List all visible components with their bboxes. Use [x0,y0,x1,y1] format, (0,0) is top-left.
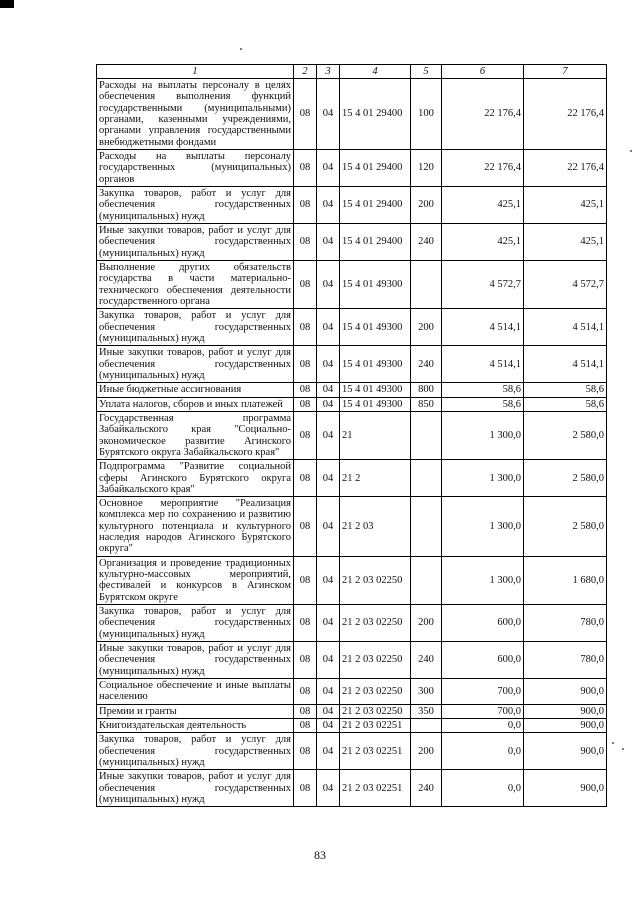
table-row [97,719,607,733]
subsection-code-cell: 04 [317,556,340,604]
amount-col6-cell: 0,0 [442,770,524,807]
amount-col7-cell: 900,0 [524,719,607,733]
amount-col7-cell: 780,0 [524,605,607,642]
expense-type-cell: 200 [411,186,442,223]
amount-col6-cell: 1 300,0 [442,497,524,557]
column-header: 6 [442,65,524,79]
amount-col7-cell: 4 572,7 [524,260,607,308]
section-code-cell: 08 [294,770,317,807]
expense-type-cell [411,260,442,308]
section-code-cell: 08 [294,397,317,411]
table-header-row [97,65,607,79]
expense-type-cell [411,719,442,733]
page-number: 83 [314,848,326,862]
table-row [97,79,607,150]
section-code-cell: 08 [294,605,317,642]
amount-col6-cell: 4 514,1 [442,346,524,383]
target-article-cell: 21 2 03 02250 [340,605,411,642]
subsection-code-cell: 04 [317,346,340,383]
amount-col7-cell: 780,0 [524,642,607,679]
expense-type-cell [411,460,442,497]
amount-col6-cell: 0,0 [442,733,524,770]
amount-col7-cell: 4 514,1 [524,346,607,383]
amount-col7-cell: 58,6 [524,383,607,397]
section-code-cell: 08 [294,460,317,497]
expense-name-cell: Иные закупки товаров, работ и услуг для обеспечения государственных (муниципальных) нужд [97,346,294,383]
subsection-code-cell: 04 [317,411,340,459]
expense-name-cell: Организация и проведение традиционных культурно-массовых мероприятий, фестивалей и конкурсов в Агинском Бурятском округе [97,556,294,604]
scan-speck [240,48,242,50]
table-row [97,149,607,186]
amount-col6-cell: 58,6 [442,383,524,397]
expense-name-cell: Выполнение других обязательств государства в части материально-технического обеспечения деятельности государственного органа [97,260,294,308]
target-article-cell: 15 4 01 49300 [340,397,411,411]
amount-col6-cell: 425,1 [442,186,524,223]
table-row [97,733,607,770]
subsection-code-cell: 04 [317,383,340,397]
section-code-cell: 08 [294,719,317,733]
amount-col7-cell: 22 176,4 [524,79,607,150]
expense-type-cell: 240 [411,770,442,807]
expense-type-cell: 350 [411,704,442,718]
table-row [97,605,607,642]
target-article-cell: 21 2 [340,460,411,497]
amount-col7-cell: 900,0 [524,770,607,807]
amount-col6-cell: 0,0 [442,719,524,733]
subsection-code-cell: 04 [317,309,340,346]
expense-name-cell: Иные закупки товаров, работ и услуг для обеспечения государственных (муниципальных) нужд [97,770,294,807]
table-row [97,223,607,260]
section-code-cell: 08 [294,223,317,260]
expense-name-cell: Основное мероприятие "Реализация комплекса мер по сохранению и развитию культурного потенциала и культурного наследия народов Агинского Бурятского округа" [97,497,294,557]
scan-corner-mark [0,0,14,8]
column-header: 7 [524,65,607,79]
amount-col6-cell: 700,0 [442,679,524,705]
target-article-cell: 21 2 03 02251 [340,770,411,807]
section-code-cell: 08 [294,79,317,150]
subsection-code-cell: 04 [317,397,340,411]
subsection-code-cell: 04 [317,770,340,807]
amount-col6-cell: 22 176,4 [442,79,524,150]
subsection-code-cell: 04 [317,719,340,733]
subsection-code-cell: 04 [317,149,340,186]
amount-col7-cell: 4 514,1 [524,309,607,346]
section-code-cell: 08 [294,704,317,718]
scan-speck [630,150,632,152]
column-header: 3 [317,65,340,79]
expense-name-cell: Государственная программа Забайкальского края "Социально-экономическое развитие Агинского Бурятского округа Забайкальского края" [97,411,294,459]
expense-name-cell: Иные бюджетные ассигнования [97,383,294,397]
table-row [97,411,607,459]
target-article-cell: 21 2 03 [340,497,411,557]
section-code-cell: 08 [294,679,317,705]
target-article-cell: 21 [340,411,411,459]
subsection-code-cell: 04 [317,497,340,557]
target-article-cell: 15 4 01 29400 [340,149,411,186]
expense-name-cell: Иные закупки товаров, работ и услуг для обеспечения государственных (муниципальных) нужд [97,642,294,679]
section-code-cell: 08 [294,733,317,770]
amount-col7-cell: 1 680,0 [524,556,607,604]
expense-name-cell: Уплата налогов, сборов и иных платежей [97,397,294,411]
subsection-code-cell: 04 [317,605,340,642]
amount-col6-cell: 1 300,0 [442,556,524,604]
subsection-code-cell: 04 [317,642,340,679]
subsection-code-cell: 04 [317,79,340,150]
expense-name-cell: Закупка товаров, работ и услуг для обеспечения государственных (муниципальных) нужд [97,733,294,770]
expense-name-cell: Подпрограмма "Развитие социальной сферы Агинского Бурятского округа Забайкальского края" [97,460,294,497]
target-article-cell: 15 4 01 49300 [340,383,411,397]
expense-type-cell: 120 [411,149,442,186]
target-article-cell: 15 4 01 29400 [340,79,411,150]
expense-name-cell: Расходы на выплаты персоналу государственных (муниципальных) органов [97,149,294,186]
table-row [97,556,607,604]
subsection-code-cell: 04 [317,733,340,770]
expense-name-cell: Премии и гранты [97,704,294,718]
expense-name-cell: Закупка товаров, работ и услуг для обеспечения государственных (муниципальных) нужд [97,605,294,642]
expense-type-cell: 850 [411,397,442,411]
table-row [97,770,607,807]
amount-col6-cell: 700,0 [442,704,524,718]
target-article-cell: 21 2 03 02250 [340,679,411,705]
amount-col7-cell: 425,1 [524,223,607,260]
expense-type-cell: 240 [411,642,442,679]
table-row [97,497,607,557]
amount-col7-cell: 425,1 [524,186,607,223]
subsection-code-cell: 04 [317,704,340,718]
scan-speck [622,748,624,750]
expense-name-cell: Закупка товаров, работ и услуг для обеспечения государственных (муниципальных) нужд [97,186,294,223]
expense-type-cell: 200 [411,733,442,770]
section-code-cell: 08 [294,309,317,346]
expense-type-cell: 240 [411,346,442,383]
section-code-cell: 08 [294,149,317,186]
expense-name-cell: Иные закупки товаров, работ и услуг для обеспечения государственных (муниципальных) нужд [97,223,294,260]
table-row [97,397,607,411]
table-row [97,260,607,308]
amount-col6-cell: 425,1 [442,223,524,260]
table-row [97,642,607,679]
subsection-code-cell: 04 [317,460,340,497]
subsection-code-cell: 04 [317,260,340,308]
amount-col7-cell: 900,0 [524,704,607,718]
section-code-cell: 08 [294,260,317,308]
column-header: 1 [97,65,294,79]
expense-type-cell: 800 [411,383,442,397]
expense-type-cell [411,411,442,459]
expense-type-cell [411,556,442,604]
amount-col7-cell: 2 580,0 [524,460,607,497]
table-row [97,704,607,718]
subsection-code-cell: 04 [317,223,340,260]
amount-col6-cell: 1 300,0 [442,460,524,497]
subsection-code-cell: 04 [317,679,340,705]
target-article-cell: 15 4 01 29400 [340,223,411,260]
table-row [97,346,607,383]
expense-type-cell [411,497,442,557]
section-code-cell: 08 [294,411,317,459]
amount-col7-cell: 2 580,0 [524,497,607,557]
expense-type-cell: 200 [411,605,442,642]
target-article-cell: 15 4 01 29400 [340,186,411,223]
amount-col7-cell: 58,6 [524,397,607,411]
expense-name-cell: Социальное обеспечение и иные выплаты населению [97,679,294,705]
column-header: 2 [294,65,317,79]
expense-type-cell: 300 [411,679,442,705]
target-article-cell: 21 2 03 02251 [340,719,411,733]
target-article-cell: 21 2 03 02250 [340,556,411,604]
budget-table [96,64,607,807]
expense-type-cell: 200 [411,309,442,346]
table-row [97,309,607,346]
column-header: 5 [411,65,442,79]
amount-col6-cell: 600,0 [442,605,524,642]
table-row [97,186,607,223]
amount-col6-cell: 4 572,7 [442,260,524,308]
section-code-cell: 08 [294,346,317,383]
table-row [97,679,607,705]
expense-name-cell: Книгоиздательская деятельность [97,719,294,733]
expense-name-cell: Расходы на выплаты персоналу в целях обеспечения выполнения функций государственными (муниципальными) органами, казенными учреждениями, органами управления государственными внебюджетными фондами [97,79,294,150]
amount-col7-cell: 2 580,0 [524,411,607,459]
amount-col6-cell: 58,6 [442,397,524,411]
amount-col7-cell: 900,0 [524,679,607,705]
section-code-cell: 08 [294,383,317,397]
target-article-cell: 21 2 03 02250 [340,704,411,718]
target-article-cell: 15 4 01 49300 [340,309,411,346]
scan-speck [612,742,614,744]
section-code-cell: 08 [294,556,317,604]
amount-col7-cell: 22 176,4 [524,149,607,186]
column-header: 4 [340,65,411,79]
subsection-code-cell: 04 [317,186,340,223]
target-article-cell: 21 2 03 02251 [340,733,411,770]
amount-col7-cell: 900,0 [524,733,607,770]
amount-col6-cell: 600,0 [442,642,524,679]
amount-col6-cell: 22 176,4 [442,149,524,186]
table-row [97,460,607,497]
section-code-cell: 08 [294,642,317,679]
table-body [97,79,607,807]
section-code-cell: 08 [294,497,317,557]
expense-type-cell: 240 [411,223,442,260]
amount-col6-cell: 4 514,1 [442,309,524,346]
expense-type-cell: 100 [411,79,442,150]
section-code-cell: 08 [294,186,317,223]
expense-name-cell: Закупка товаров, работ и услуг для обеспечения государственных (муниципальных) нужд [97,309,294,346]
target-article-cell: 15 4 01 49300 [340,346,411,383]
target-article-cell: 21 2 03 02250 [340,642,411,679]
amount-col6-cell: 1 300,0 [442,411,524,459]
target-article-cell: 15 4 01 49300 [340,260,411,308]
table-row [97,383,607,397]
